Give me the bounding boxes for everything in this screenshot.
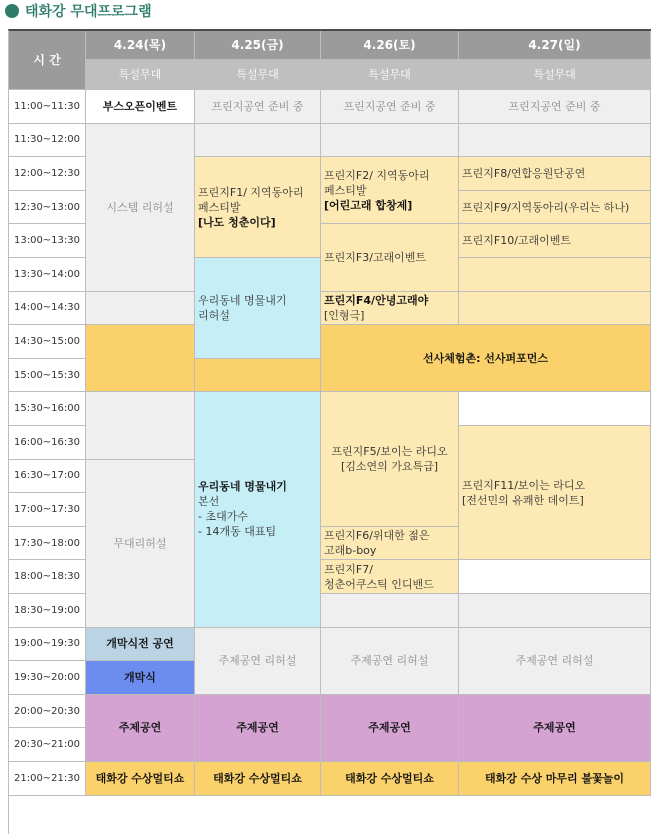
empty-cell xyxy=(459,124,651,158)
title-bar xyxy=(0,0,657,26)
program-cell xyxy=(459,191,651,225)
stage-header xyxy=(86,60,195,90)
day-header xyxy=(195,31,321,60)
cell-text: 12:00~12:30 xyxy=(13,167,80,179)
cell-text: 4.26(토) xyxy=(363,37,416,52)
cell-text: 4.27(일) xyxy=(528,37,581,52)
time-slot xyxy=(9,359,86,393)
program-cell xyxy=(459,157,651,191)
cell-line: 우리동네 명물내기 xyxy=(198,480,287,494)
cell-text: 13:30~14:00 xyxy=(13,268,80,280)
page-title: 태화강 무대프로그램 xyxy=(25,4,152,20)
day-header xyxy=(321,31,459,60)
day-header xyxy=(86,31,195,60)
cell-text: 4.24(목) xyxy=(113,37,167,52)
program-cell xyxy=(459,762,651,796)
cell-text: 프린지F6/위대한 젊은 고래b-boy xyxy=(324,529,430,558)
program-cell xyxy=(321,392,459,526)
program-cell xyxy=(321,90,459,124)
cell-text: 특설무대 xyxy=(368,68,411,81)
cell-text xyxy=(198,479,287,539)
cell-line: 프린지F4/안녕고래야 xyxy=(324,293,429,307)
time-slot xyxy=(9,124,86,158)
cell-text: 13:00~13:30 xyxy=(13,235,80,247)
empty-cell xyxy=(459,292,651,326)
cell-line: 본선 xyxy=(198,495,220,509)
cell-text: 무대리허설 xyxy=(113,536,167,550)
time-slot xyxy=(9,258,86,292)
day-header xyxy=(459,31,651,60)
empty-cell xyxy=(86,292,195,326)
cell-text: 주제공연 리허설 xyxy=(218,654,297,668)
program-cell xyxy=(195,157,321,258)
program-cell xyxy=(459,426,651,560)
schedule-table xyxy=(8,29,651,834)
time-slot xyxy=(9,493,86,527)
cell-text: 15:00~15:30 xyxy=(13,369,80,381)
cell-text: 11:30~12:00 xyxy=(13,134,80,146)
program-cell xyxy=(321,157,459,224)
cell-text: 태화강 수상멀티쇼 xyxy=(95,771,185,785)
cell-text: 주제공연 리허설 xyxy=(515,654,594,668)
program-cell xyxy=(321,762,459,796)
cell-text: 20:30~21:00 xyxy=(13,739,80,751)
cell-text: 프린지F9/지역동아리(우리는 하나) xyxy=(462,200,630,214)
cell-text: 21:00~21:30 xyxy=(13,772,80,784)
empty-cell xyxy=(459,392,651,426)
cell-text: 시 간 xyxy=(33,52,61,67)
cell-text: 11:00~11:30 xyxy=(13,100,80,112)
program-cell xyxy=(86,124,195,292)
cell-text: 18:30~19:00 xyxy=(13,604,80,616)
time-slot xyxy=(9,292,86,326)
cell-text: 19:30~20:00 xyxy=(13,671,80,683)
cell-text: 프린지F11/보이는 라디오 [전선민의 유쾌한 데이트] xyxy=(462,478,586,507)
empty-cell xyxy=(459,258,651,292)
stage-header xyxy=(459,60,651,90)
cell-line: 페스티발 xyxy=(324,183,367,197)
program-cell xyxy=(321,560,459,594)
cell-line: 프린지F2/ 지역동아리 xyxy=(324,168,430,182)
cell-line: [어린고래 합창제] xyxy=(324,198,413,212)
cell-line: [인형극] xyxy=(324,308,365,322)
empty-cell xyxy=(195,124,321,158)
cell-text: 프린지공연 준비 중 xyxy=(211,99,304,113)
cell-text: 특설무대 xyxy=(118,68,162,81)
empty-cell xyxy=(459,594,651,628)
cell-text xyxy=(198,185,304,230)
program-cell xyxy=(195,762,321,796)
cell-text: 프린지F5/보이는 라디오 [김소연의 가요특급] xyxy=(331,445,448,474)
empty-cell xyxy=(321,124,459,158)
time-slot xyxy=(9,527,86,561)
time-slot xyxy=(9,594,86,628)
program-cell xyxy=(459,695,651,762)
cell-text: 주제공연 xyxy=(368,721,411,735)
cell-text xyxy=(324,293,428,323)
cell-text: 태화강 수상멀티쇼 xyxy=(345,771,434,785)
program-cell xyxy=(321,325,651,392)
cell-text: 20:00~20:30 xyxy=(13,705,80,717)
stage-header xyxy=(321,60,459,90)
cell-text: 17:00~17:30 xyxy=(13,503,80,515)
empty-cell xyxy=(321,594,459,628)
time-header xyxy=(9,31,86,90)
program-cell xyxy=(321,628,459,695)
cell-text: 16:00~16:30 xyxy=(13,436,80,448)
program-cell xyxy=(86,695,195,762)
cell-text: 선사체험촌: 선사퍼포먼스 xyxy=(422,351,549,365)
bullet-icon xyxy=(5,4,19,18)
cell-text: 15:30~16:00 xyxy=(13,403,80,415)
cell-line: - 초대가수 xyxy=(198,510,248,524)
cell-text: 프린지공연 준비 중 xyxy=(508,99,601,113)
cell-line: [나도 청춘이다] xyxy=(198,215,276,229)
time-slot xyxy=(9,661,86,695)
cell-text: 프린지공연 준비 중 xyxy=(343,99,436,113)
time-slot xyxy=(9,325,86,359)
cell-text xyxy=(324,168,430,213)
time-slot xyxy=(9,762,86,796)
time-slot xyxy=(9,392,86,426)
cell-text: 특설무대 xyxy=(533,68,576,81)
cell-text: 16:30~17:00 xyxy=(13,470,80,482)
time-slot xyxy=(9,426,86,460)
empty-cell xyxy=(86,392,195,459)
time-slot xyxy=(9,628,86,662)
program-cell xyxy=(86,661,195,695)
program-cell xyxy=(459,90,651,124)
program-cell xyxy=(195,258,321,359)
program-cell xyxy=(459,628,651,695)
program-cell xyxy=(86,460,195,628)
program-cell xyxy=(195,695,321,762)
cell-text: 주제공연 xyxy=(533,721,576,735)
cell-text: 주제공연 리허설 xyxy=(350,654,429,668)
cell-text: 주제공연 xyxy=(236,721,279,735)
cell-text: 4.25(금) xyxy=(231,37,284,52)
cell-line: 페스티발 xyxy=(198,200,241,214)
cell-text: 17:30~18:00 xyxy=(13,537,80,549)
cell-text: 12:30~13:00 xyxy=(13,201,80,213)
program-cell xyxy=(195,90,321,124)
cell-text: 14:30~15:00 xyxy=(13,335,80,347)
program-cell xyxy=(459,224,651,258)
time-slot xyxy=(9,728,86,762)
program-cell xyxy=(195,392,321,627)
cell-text: 특설무대 xyxy=(236,68,279,81)
time-slot xyxy=(9,560,86,594)
program-cell xyxy=(321,527,459,561)
cell-text: 프린지F3/고래이벤트 xyxy=(324,250,427,264)
cell-text: 우리동네 명물내기 리허설 xyxy=(198,293,287,322)
cell-text: 19:00~19:30 xyxy=(13,638,80,650)
cell-line: 프린지F1/ 지역동아리 xyxy=(198,185,304,199)
cell-text: 개막식 xyxy=(124,670,156,684)
empty-cell xyxy=(195,359,321,393)
time-slot xyxy=(9,191,86,225)
cell-text: 14:00~14:30 xyxy=(13,302,80,314)
cell-text: 프린지F10/고래이벤트 xyxy=(462,234,572,248)
cell-text: 18:00~18:30 xyxy=(13,571,80,583)
cell-text: 부스오픈이벤트 xyxy=(102,99,178,113)
cell-text: 프린지F8/연합응원단공연 xyxy=(462,166,586,180)
program-cell xyxy=(195,628,321,695)
cell-text: 주제공연 xyxy=(118,721,162,735)
cell-text: 태화강 수상멀티쇼 xyxy=(213,771,302,785)
cell-text: 프린지F7/ 청춘어쿠스틱 인디밴드 xyxy=(324,562,434,591)
time-slot xyxy=(9,157,86,191)
program-cell xyxy=(86,90,195,124)
program-cell xyxy=(321,224,459,291)
empty-cell xyxy=(459,560,651,594)
program-cell xyxy=(86,628,195,662)
stage-header xyxy=(195,60,321,90)
time-slot xyxy=(9,695,86,729)
time-slot xyxy=(9,90,86,124)
time-slot xyxy=(9,224,86,258)
cell-text: 시스템 리허설 xyxy=(106,200,174,214)
cell-line: - 14개동 대표팀 xyxy=(198,525,277,539)
empty-cell xyxy=(86,325,195,392)
program-cell xyxy=(321,695,459,762)
program-cell xyxy=(86,762,195,796)
cell-text: 태화강 수상 마무리 불꽃놀이 xyxy=(485,771,624,785)
cell-text: 개막식전 공연 xyxy=(106,637,174,651)
program-cell xyxy=(321,292,459,326)
time-slot xyxy=(9,460,86,494)
